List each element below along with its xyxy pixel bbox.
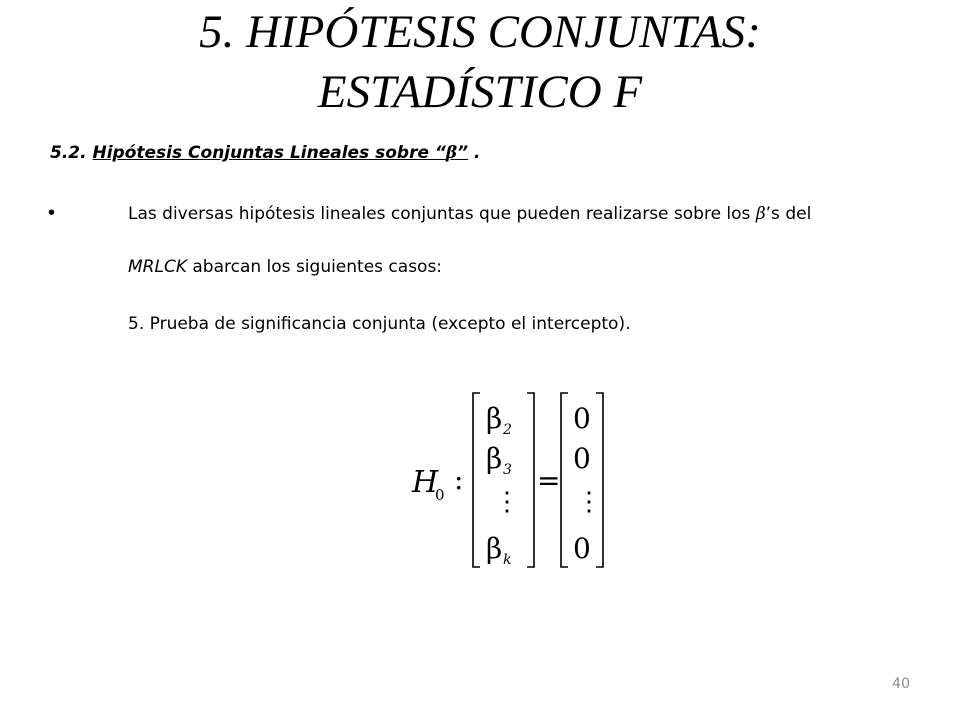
hypothesis-formula xyxy=(400,390,620,570)
vector-zero-1: 0 xyxy=(573,402,591,435)
subheading-text: Hipótesis Conjuntas Lineales sobre “ xyxy=(92,143,446,163)
formula-h-subscript: 0 xyxy=(435,486,445,504)
case-5-text: 5. Prueba de significancia conjunta (excepto el intercepto). xyxy=(128,314,631,334)
left-vector-open-bracket xyxy=(473,393,480,567)
bullet-line-1-text: Las diversas hipótesis lineales conjuntas que pueden realizarse sobre los xyxy=(128,204,756,224)
formula-colon: : xyxy=(454,463,464,496)
subheading-number: 5.2. xyxy=(50,143,87,163)
bullet-line-1-suffix: ’s del xyxy=(765,204,812,224)
bullet-icon: • xyxy=(48,202,56,224)
page-number: 40 xyxy=(892,676,910,692)
subheading-close-quote: ” xyxy=(457,143,469,163)
bullet-line-1 xyxy=(128,204,811,224)
vector-beta-3: β xyxy=(486,442,503,475)
bullet-line-2 xyxy=(128,257,442,277)
beta-symbol: β xyxy=(445,143,458,163)
vector-beta-k-subscript: k xyxy=(503,552,512,568)
beta-symbol-inline: β xyxy=(755,204,766,224)
vector-left-vdots: ⋮ xyxy=(494,487,520,517)
subheading-underlined xyxy=(93,143,469,163)
vector-beta-2-subscript: 2 xyxy=(503,422,512,438)
formula-equals: = xyxy=(537,464,561,497)
left-vector-close-bracket xyxy=(527,393,534,567)
right-vector-open-bracket xyxy=(561,393,568,567)
slide-title xyxy=(80,2,880,122)
title-line-1: 5. HIPÓTESIS CONJUNTAS: xyxy=(199,6,761,58)
vector-zero-2: 0 xyxy=(573,442,591,475)
vector-beta-k: β xyxy=(486,532,503,565)
vector-zero-k: 0 xyxy=(573,532,591,565)
title-line-2: ESTADÍSTICO F xyxy=(317,66,643,118)
right-vector-close-bracket xyxy=(596,393,603,567)
subheading-period: . xyxy=(474,143,481,163)
vector-beta-2: β xyxy=(486,402,503,435)
vector-right-vdots: ⋮ xyxy=(576,487,602,517)
bullet-line-2-text: abarcan los siguientes casos: xyxy=(186,257,443,277)
vector-beta-3-subscript: 3 xyxy=(503,462,512,478)
model-acronym: MRLCK xyxy=(128,257,187,277)
formula-h: H xyxy=(412,465,439,500)
section-subheading xyxy=(50,143,481,163)
